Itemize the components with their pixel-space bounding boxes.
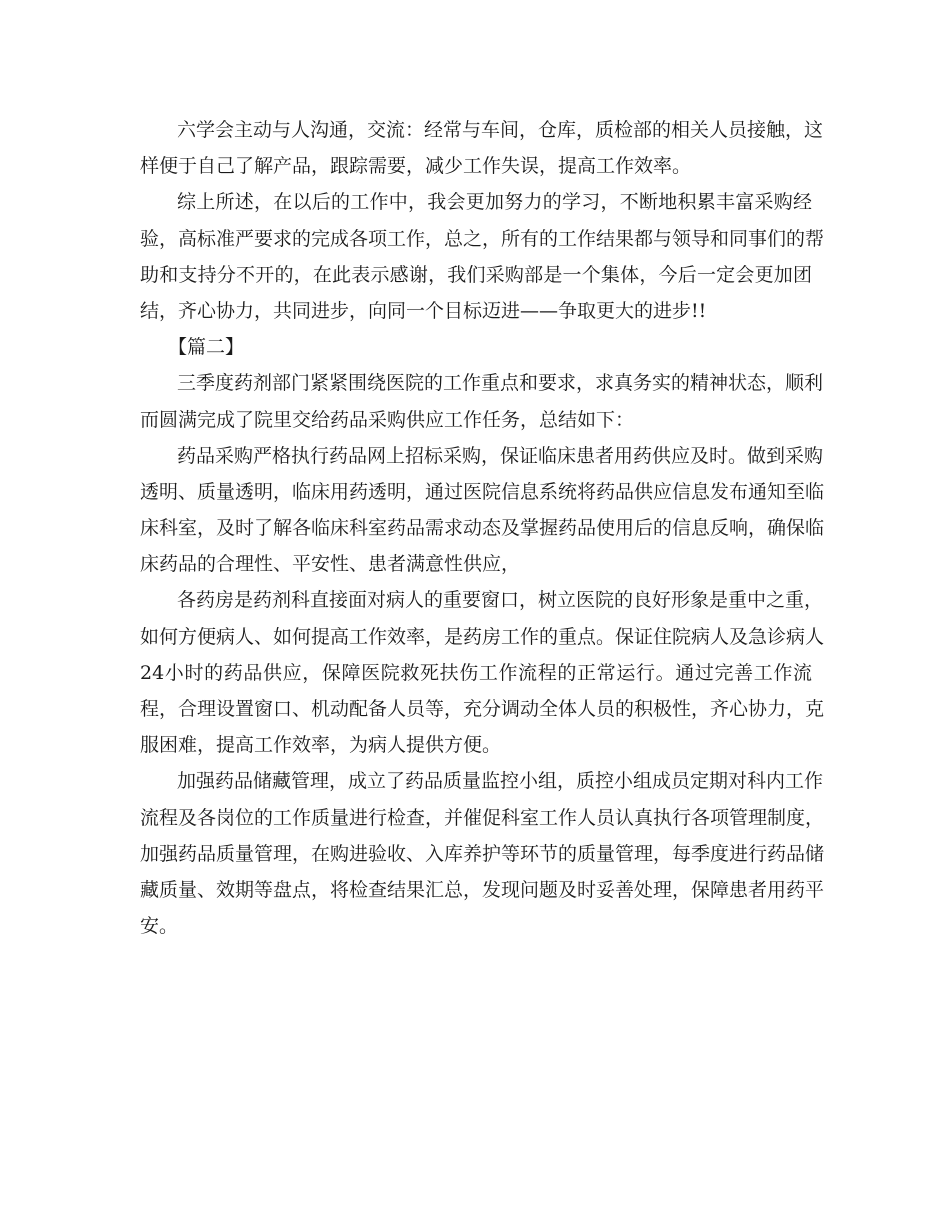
- paragraph-line: 各药房是药剂科直接面对病人的重要窗口，树立医院的良好形象是重中之重，: [177, 589, 824, 612]
- paragraph-line: 透明、质量透明，临床用药透明，通过医院信息系统将药品供应信息发布通知至临: [140, 480, 825, 503]
- paragraph-line: 六学会主动与人沟通，交流：经常与车间，仓库，质检部的相关人员接触，这: [177, 119, 824, 141]
- paragraph-line: 而圆满完成了院里交给药品采购供应工作任务，总结如下：: [140, 408, 635, 431]
- paragraph-line: 样便于自己了解产品，跟踪需要，减少工作失误，提高工作效率。: [140, 155, 692, 178]
- paragraph-line: 三季度药剂部门紧紧围绕医院的工作重点和要求，求真务实的精神状态，顺利: [177, 372, 824, 395]
- section-heading: 【篇二】: [168, 336, 245, 359]
- paragraph-line: 助和支持分不开的，在此表示感谢，我们采购部是一个集体，今后一定会更加团: [140, 263, 812, 286]
- paragraph-line: 床药品的合理性、平安性、患者满意性供应，: [140, 553, 521, 576]
- paragraph-line: 床科室，及时了解各临床科室药品需求动态及掌握药品使用后的信息反响，确保临: [140, 517, 825, 540]
- paragraph-line: 安。: [140, 915, 179, 938]
- paragraph-line: 藏质量、效期等盘点，将检查结果汇总，发现问题及时妥善处理，保障患者用药平: [140, 878, 825, 901]
- paragraph-line: 验，高标准严要求的完成各项工作，总之，所有的工作结果都与领导和同事们的帮: [140, 227, 825, 250]
- paragraph-line: 综上所述，在以后的工作中，我会更加努力的学习，不断地积累丰富采购经: [177, 191, 812, 214]
- paragraph-line: 程，合理设置窗口、机动配备人员等，充分调动全体人员的积极性，齐心协力，克: [140, 698, 825, 720]
- paragraph-line: 如何方便病人、如何提高工作效率，是药房工作的重点。保证住院病人及急诊病人: [140, 625, 825, 648]
- document-body: [140, 112, 825, 944]
- paragraph-line: 结，齐心协力，共同进步，向同一个目标迈进——争取更大的进步!!: [140, 299, 707, 322]
- paragraph-line: 加强药品储藏管理，成立了药品质量监控小组，质控小组成员定期对科内工作: [177, 770, 824, 793]
- paragraph-line: 药品采购严格执行药品网上招标采购，保证临床患者用药供应及时。做到采购: [177, 444, 824, 467]
- paragraph-line: 加强药品质量管理，在购进验收、入库养护等环节的质量管理，每季度进行药品储: [140, 842, 825, 865]
- paragraph-line: 服困难，提高工作效率，为病人提供方便。: [140, 734, 502, 757]
- paragraph-line: 流程及各岗位的工作质量进行检查，并催促科室工作人员认真执行各项管理制度，: [140, 806, 825, 829]
- paragraph-line: 24小时的药品供应，保障医院救死扶伤工作流程的正常运行。通过完善工作流: [140, 661, 812, 684]
